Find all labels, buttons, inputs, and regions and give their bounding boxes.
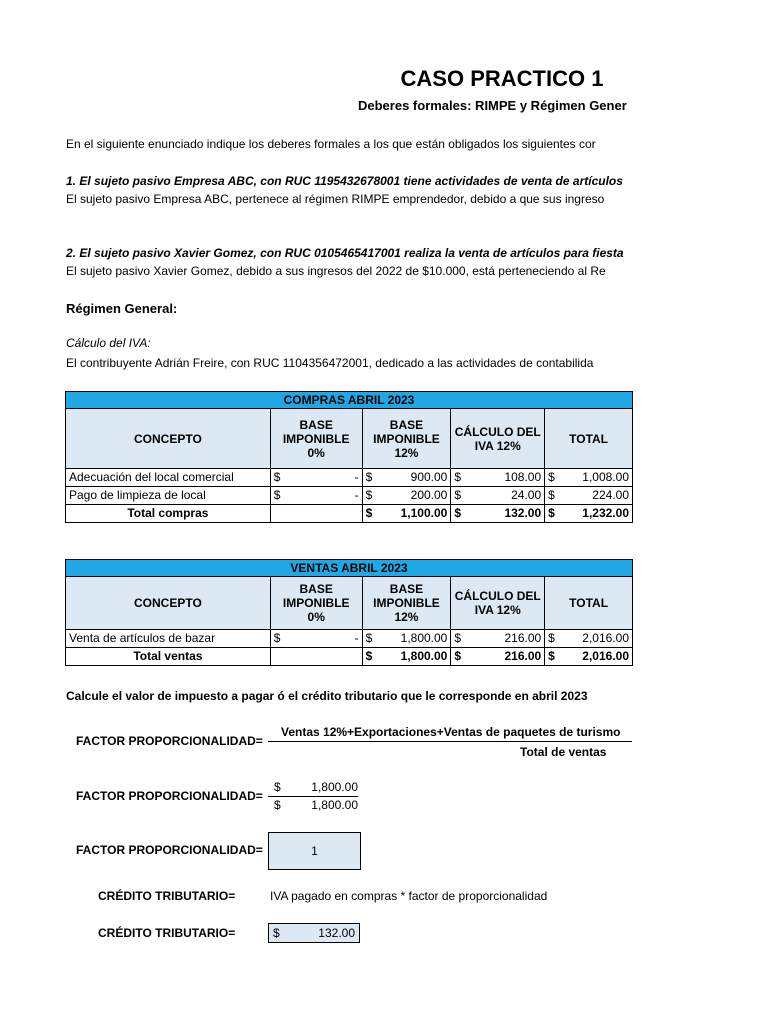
currency-sign: $ [365,506,373,520]
compras-caption: COMPRAS ABRIL 2023 [66,392,633,409]
total-iva: 216.00 [504,649,542,663]
currency-sign: $ [548,470,555,484]
regimen-general-heading: Régimen General: [66,301,178,316]
credito-label: CRÉDITO TRIBUTARIO= [98,926,236,940]
currency-sign: $ [365,470,373,484]
total-label: Total compras [66,505,271,523]
currency-sign: $ [365,631,373,645]
case1-answer: El sujeto pasivo Empresa ABC, pertenece al régimen RIMPE emprendedor, debido a que sus ingreso [66,192,605,206]
cell-concepto: Pago de limpieza de local [66,487,271,505]
currency-sign: $ [274,798,281,812]
total-base12: 1,800.00 [400,649,448,663]
fraction-line [268,741,632,742]
currency-sign: $ [454,470,462,484]
currency-sign: $ [548,649,555,663]
header-base0: BASE IMPONIBLE 0% [270,577,362,630]
intro-text: En el siguiente enunciado indique los deberes formales a los que están obligados los siguientes cor [66,137,596,151]
credito-value-box [268,923,360,943]
table-row [66,630,633,648]
total-base12: 1,100.00 [400,506,448,520]
fraction-line [268,796,358,797]
compras-table [65,391,633,523]
cell-total: 2,016.00 [582,631,629,645]
currency-sign: $ [548,631,555,645]
cell-base0: - [354,631,359,645]
currency-sign: $ [454,506,462,520]
cell-total: 224.00 [592,488,629,502]
currency-sign: $ [365,488,373,502]
total-total: 2,016.00 [582,649,629,663]
calcule-instruction: Calcule el valor de impuesto a pagar ó el crédito tributario que le corresponde en abril 2023 [66,689,588,703]
factor-num-amount: 1,800.00 [311,780,358,794]
cell-iva: 24.00 [511,488,542,502]
header-concepto: CONCEPTO [66,409,271,469]
cell-iva: 216.00 [504,631,542,645]
factor-label: FACTOR PROPORCIONALIDAD= [76,734,263,748]
header-concepto: CONCEPTO [66,577,271,630]
cell-total: 1,008.00 [582,470,629,484]
currency-sign: $ [273,488,281,502]
factor-den-amount: 1,800.00 [311,798,358,812]
case1-question: 1. El sujeto pasivo Empresa ABC, con RUC 1195432678001 tiene actividades de venta de artículos [66,174,623,188]
factor-label: FACTOR PROPORCIONALIDAD= [76,789,263,803]
cell-base12: 900.00 [410,470,448,484]
table-row [66,487,633,505]
header-base12: BASE IMPONIBLE 12% [362,409,451,469]
currency-sign: $ [548,488,555,502]
ventas-caption: VENTAS ABRIL 2023 [66,560,633,577]
total-row [66,648,633,666]
cell-base12: 1,800.00 [400,631,448,645]
ventas-table [65,559,633,666]
currency-sign: $ [454,631,462,645]
header-total: TOTAL [545,409,633,469]
currency-sign: $ [274,780,281,794]
currency-sign: $ [273,470,281,484]
factor-numerator-text: Ventas 12%+Exportaciones+Ventas de paquetes de turismo [281,725,621,739]
header-total: TOTAL [545,577,633,630]
page-title: CASO PRACTICO 1 [400,66,604,91]
cell-concepto: Adecuación del local comercial [66,469,271,487]
credito-formula: IVA pagado en compras * factor de proporcionalidad [270,889,548,903]
factor-result-box: 1 [268,832,361,870]
table-row [66,469,633,487]
currency-sign: $ [454,488,462,502]
case2-answer: El sujeto pasivo Xavier Gomez, debido a sus ingresos del 2022 de $10.000, está perteneciendo al Re [66,264,606,278]
total-total: 1,232.00 [582,506,629,520]
cell-base12: 200.00 [410,488,448,502]
page-subtitle: Deberes formales: RIMPE y Régimen Gener [358,98,627,113]
cell-base0: - [354,488,359,502]
header-base12: BASE IMPONIBLE 12% [362,577,451,630]
header-base0: BASE IMPONIBLE 0% [270,409,362,469]
currency-sign: $ [454,649,462,663]
currency-sign: $ [548,506,555,520]
currency-sign: $ [273,631,281,645]
factor-label: FACTOR PROPORCIONALIDAD= [76,843,263,857]
currency-sign: $ [365,649,373,663]
total-iva: 132.00 [504,506,542,520]
factor-numerator-value [274,780,358,794]
cell-concepto: Venta de artículos de bazar [66,630,271,648]
cell-base0: - [354,470,359,484]
case2-question: 2. El sujeto pasivo Xavier Gomez, con RUC 0105465417001 realiza la venta de artículos para fiesta [66,246,624,260]
calc-iva-heading: Cálculo del IVA: [66,336,151,350]
header-iva: CÁLCULO DEL IVA 12% [451,409,545,469]
factor-denominator-text: Total de ventas [520,745,607,759]
currency-sign: $ [273,926,280,940]
header-iva: CÁLCULO DEL IVA 12% [451,577,545,630]
contribuyente-text: El contribuyente Adrián Freire, con RUC 1104356472001, dedicado a las actividades de contabilida [66,356,594,370]
factor-denominator-value [274,798,358,812]
credito-label: CRÉDITO TRIBUTARIO= [98,889,236,903]
cell-iva: 108.00 [504,470,542,484]
credito-amount: 132.00 [318,926,355,940]
total-label: Total ventas [66,648,271,666]
total-row [66,505,633,523]
